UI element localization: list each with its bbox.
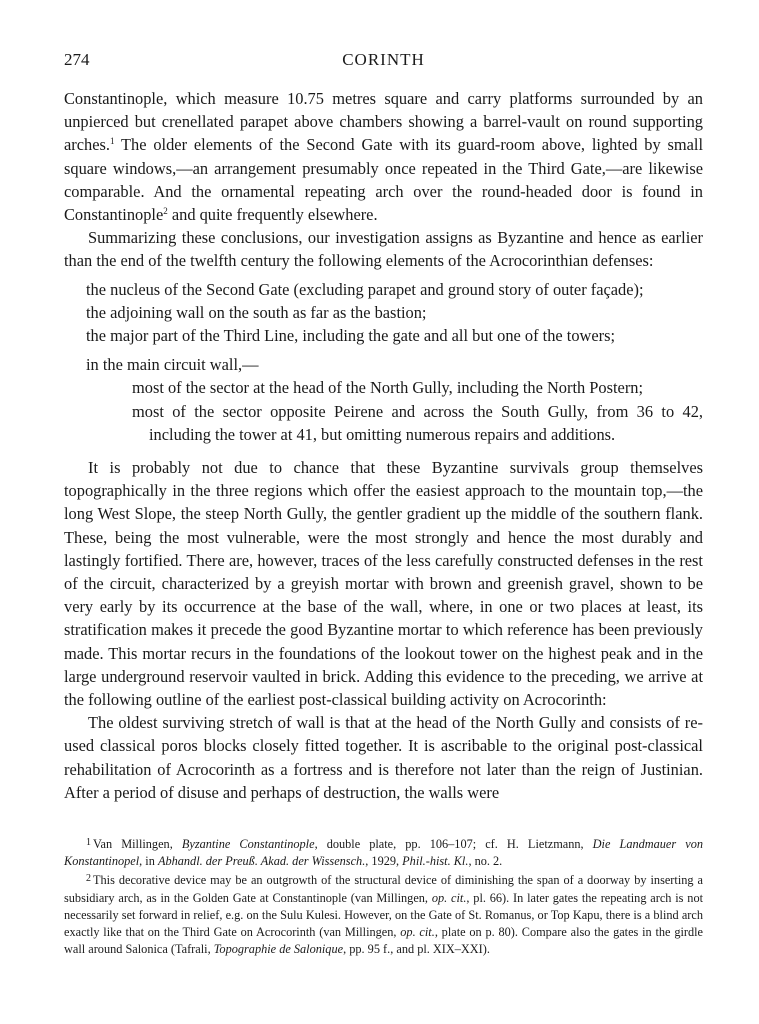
running-head — [64, 50, 703, 74]
paragraph-summary: Summarizing these conclusions, our investigation assigns as Byzantine and hence as earlier than the end of the twelfth century the following elements of the Acrocorinthian defenses: — [64, 228, 703, 271]
element-list — [86, 278, 703, 446]
sublist-item: most of the sector at the head of the North Gully, including the North Postern; — [132, 378, 644, 398]
footnote-2: $^2$ This decorative device may be an outgrowth of the structural device of diminishing the span of a doorway by inserting a subsidiary arch, as in the Golden Gate at Constantinople (van Millingen, op. cit., pl. 66). In later gates the repeating arch is not necessarily set forward in relief, e.g. on the Sulu Kulesi. However, on the Gate of St. Romanus, or Top Kapu, there is a blind arch exactly like that on the Third Gate on Acrocorinth (van Millingen, op. cit., plate on p. 80). Compare also the gates in the girdle wall around Salonica (Tafrali, Topographie de Salonique, pp. 95 f., and pl. XIX–XXI). — [64, 873, 704, 957]
footnote-1: $^1$ Van Millingen, Byzantine Constantinople, double plate, pp. 106–107; cf. H. Lietzmann, Die Landmauer von Konstantinopel, in Abhandl. der Preuß. Akad. der Wissensch., 1929, Phil.-hist. Kl., no. 2. — [64, 837, 704, 869]
body-text — [64, 87, 703, 804]
paragraph-survivals: It is probably not due to chance that these Byzantine survivals group themselves topographically in the three regions which offer the easiest approach to the mountain top,—the long West Slope, the steep North Gully, the gentler gradient up the middle of the southern flank. These, being the most vulnerable, were the most strongly and hence the most durably and lastingly fortified. There are, however, traces of the less carefully constructed defenses in the rest of the circuit, characterized by a greyish mortar with brown and greenish gravel, shown to be very early by its occurrence at the base of the wall, where, in one or two places at least, its stratification makes it precede the good Byzantine mortar to which reference has been previously made. This mortar recurs in the foundations of the lookout tower on the highest peak and in the large underground reservoir vaulted in brick. Adding this evidence to the preceding, we arrive at the following outline of the earliest post-classical building activity on Acrocorinth: — [64, 458, 703, 710]
paragraph-continuation: Constantinople, which measure 10.75 metres square and carry platforms surrounded by an unpierced but crenellated parapet above chambers showing a barrel-vault on round supporting arches.$^1$ The older elements of the Second Gate with its guard-room above, lighted by small square windows,—an arrangement presumably once repeated in the Third Gate,—are likewise comparable. And the ornamental repeating arch over the round-headed door is found in Constantinople$^2$ and quite frequently elsewhere. — [64, 89, 703, 225]
footnote-ref-1[interactable]: 1 — [109, 136, 115, 147]
list-item: the adjoining wall on the south as far as the bastion; — [86, 302, 427, 322]
sublist — [132, 376, 703, 446]
footnotes — [64, 836, 703, 958]
footnote-ref-2[interactable]: 2 — [163, 206, 168, 217]
list-item: the major part of the Third Line, including the gate and all but one of the towers; — [86, 326, 616, 346]
sublist-item: most of the sector opposite Peirene and across the South Gully, from 36 to 42, including the tower at 41, but omitting numerous repairs and additions. — [132, 401, 703, 444]
list-item: the nucleus of the Second Gate (excluding parapet and ground story of outer façade); — [86, 279, 644, 299]
page-number: 274 — [64, 50, 90, 69]
running-title: CORINTH — [342, 50, 425, 69]
sublist-intro: in the main circuit wall,— — [86, 355, 259, 375]
paragraph-oldest-wall: The oldest surviving stretch of wall is that at the head of the North Gully and consists of re-used classical poros blocks closely fitted together. It is ascribable to the original post-classical rehabilitation of Acrocorinth as a fortress and is therefore not later than the reign of Justinian. After a period of disuse and perhaps of destruction, the walls were — [64, 713, 703, 802]
